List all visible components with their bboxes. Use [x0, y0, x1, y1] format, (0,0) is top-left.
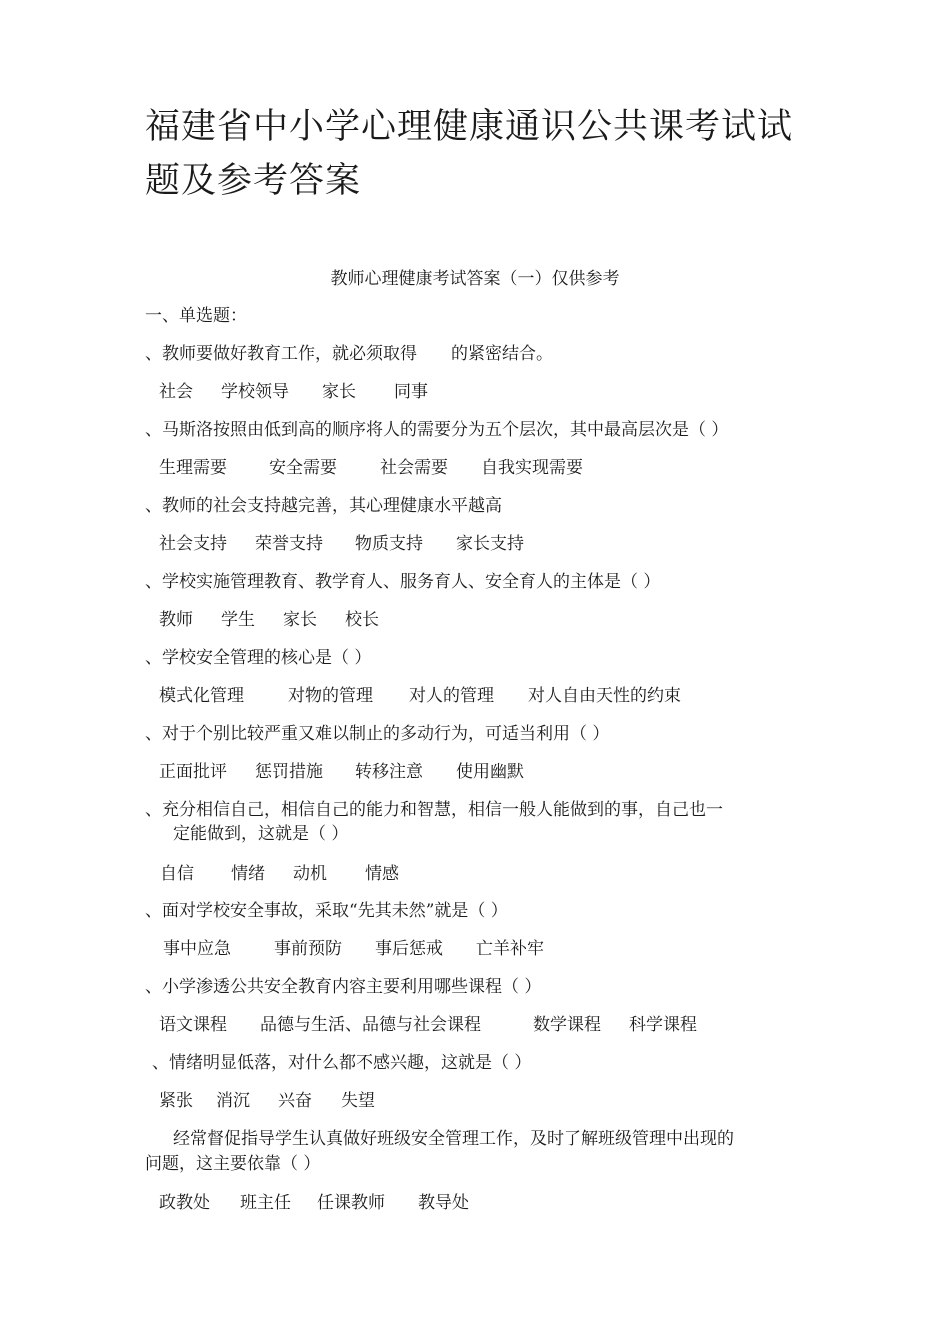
- question-stem: 、对于个别比较严重又难以制止的多动行为，可适当利用（ ）: [145, 724, 610, 744]
- question-stem: 、小学渗透公共安全教育内容主要利用哪些课程（ ）: [145, 977, 542, 997]
- option: 事后惩戒: [375, 939, 443, 959]
- option: 教导处: [418, 1193, 469, 1213]
- option: 转移注意: [355, 762, 423, 782]
- option: 教师: [159, 610, 193, 630]
- option: 科学课程: [629, 1015, 697, 1035]
- document-subtitle: 教师心理健康考试答案（一）仅供参考: [330, 269, 620, 289]
- option: 自我实现需要: [481, 458, 583, 478]
- question-stem: 、情绪明显低落，对什么都不感兴趣，这就是（ ）: [152, 1053, 532, 1073]
- question-stem: 经常督促指导学生认真做好班级安全管理工作，及时了解班级管理中出现的: [173, 1129, 734, 1149]
- document-title: 福建省中小学心理健康通识公共课考试试题及参考答案: [145, 107, 794, 201]
- option: 荣誉支持: [255, 534, 323, 554]
- option: 兴奋: [278, 1091, 312, 1111]
- option: 模式化管理: [159, 686, 244, 706]
- option: 生理需要: [159, 458, 227, 478]
- question-stem: 、面对学校安全事故，采取“先其未然”就是（ ）: [145, 901, 508, 921]
- option: 品德与生活、品德与社会课程: [260, 1015, 481, 1035]
- option: 家长支持: [456, 534, 524, 554]
- option: 社会支持: [159, 534, 227, 554]
- question-stem: 、充分相信自己，相信自己的能力和智慧，相信一般人能做到的事，自己也一: [145, 800, 723, 820]
- question-stem: 、学校实施管理教育、教学育人、服务育人、安全育人的主体是（ ）: [145, 572, 661, 592]
- option: 事前预防: [274, 939, 342, 959]
- option: 社会: [159, 382, 193, 402]
- option: 使用幽默: [456, 762, 524, 782]
- option: 消沉: [216, 1091, 250, 1111]
- option: 安全需要: [269, 458, 337, 478]
- option: 物质支持: [355, 534, 423, 554]
- option: 政教处: [159, 1193, 210, 1213]
- option: 情绪: [231, 864, 265, 884]
- option: 语文课程: [159, 1015, 227, 1035]
- question-stem-continued: 定能做到，这就是（ ）: [173, 824, 349, 844]
- option: 校长: [345, 610, 379, 630]
- question-stem-continued: 问题，这主要依靠（ ）: [145, 1154, 321, 1174]
- option: 情感: [365, 864, 399, 884]
- option: 社会需要: [380, 458, 448, 478]
- option: 动机: [293, 864, 327, 884]
- option: 学校领导: [221, 382, 289, 402]
- section-heading: 一、单选题：: [145, 306, 247, 326]
- question-stem: 、学校安全管理的核心是（ ）: [145, 648, 372, 668]
- option: 正面批评: [159, 762, 227, 782]
- option: 惩罚措施: [255, 762, 323, 782]
- option: 同事: [394, 382, 428, 402]
- option: 亡羊补牢: [476, 939, 544, 959]
- option: 家长: [283, 610, 317, 630]
- question-stem: 、马斯洛按照由低到高的顺序将人的需要分为五个层次，其中最高层次是（ ）: [145, 420, 729, 440]
- option: 失望: [341, 1091, 375, 1111]
- option: 学生: [221, 610, 255, 630]
- option: 对人自由天性的约束: [528, 686, 681, 706]
- question-stem: 、教师要做好教育工作，就必须取得 的紧密结合。: [145, 344, 553, 364]
- option: 班主任: [240, 1193, 291, 1213]
- question-stem: 、教师的社会支持越完善，其心理健康水平越高: [145, 496, 502, 516]
- option: 对人的管理: [409, 686, 494, 706]
- option: 数学课程: [533, 1015, 601, 1035]
- option: 自信: [160, 864, 194, 884]
- option: 对物的管理: [288, 686, 373, 706]
- option: 家长: [322, 382, 356, 402]
- option: 紧张: [159, 1091, 193, 1111]
- option: 任课教师: [317, 1193, 385, 1213]
- option: 事中应急: [163, 939, 231, 959]
